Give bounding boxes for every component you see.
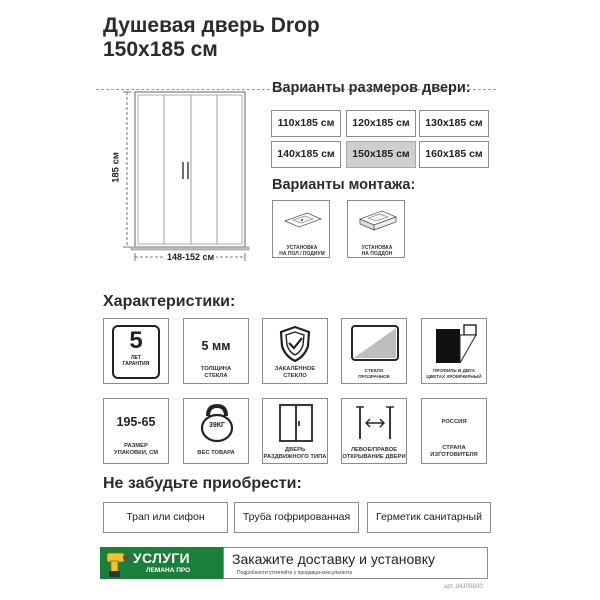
mount-tray-label-1: УСТАНОВКА: [361, 245, 393, 251]
warranty-card: [103, 318, 169, 384]
clear-glass-caption: [341, 368, 407, 379]
country-caption: [421, 445, 487, 459]
services-label: УСЛУГИ: [133, 550, 190, 566]
mounting-heading: Варианты монтажа:: [272, 177, 416, 193]
thickness-caption: [183, 366, 249, 380]
profile-color-caption-1: ПРОФИЛЬ В ДВУХ: [433, 368, 475, 373]
accessory-corrugated-pipe[interactable]: Труба гофрированная: [234, 502, 359, 533]
door-type-caption: [262, 447, 328, 461]
page-title: [103, 14, 320, 62]
clear-glass-caption-2: ПРОЗРАЧНОЕ: [358, 373, 390, 379]
package-size-card: [103, 398, 169, 464]
size-option-140[interactable]: 140х185 см: [271, 141, 341, 168]
sliding-door-icon: [278, 403, 314, 443]
size-option-150-selected[interactable]: 150х185 см: [346, 141, 416, 168]
size-option-130[interactable]: 130х185 см: [419, 110, 489, 137]
brand-label: ЛЕМАНА ПРО: [146, 567, 191, 574]
sizes-heading: Варианты размеров двери:: [272, 80, 471, 96]
warranty-years: 5: [129, 327, 143, 354]
country-card: [421, 398, 487, 464]
warranty-badge: [112, 325, 160, 379]
mount-tray-card[interactable]: [347, 200, 405, 258]
weight-badge: 39КГ: [208, 422, 226, 429]
left-right-opening-icon: [350, 403, 400, 443]
mount-tray-label-2: НА ПОДДОН: [361, 251, 393, 257]
thickness-caption-1: ТОЛЩИНА: [200, 366, 232, 372]
opening-side-caption-2: ОТКРЫВАНИЕ ДВЕРИ: [342, 454, 406, 460]
glass-pane-icon: [350, 324, 400, 362]
services-subtext: Подробности уточняйте у продавца-консультанта: [237, 570, 353, 576]
drill-icon: [104, 549, 130, 579]
door-diagram: [103, 80, 268, 270]
mount-floor-label-2: НА ПОЛ / ПОДИУМ: [279, 251, 325, 257]
profile-color-icon: [430, 323, 480, 363]
door-type-caption-2: РАЗДВИЖНОГО ТИПА: [263, 454, 327, 460]
height-dimension-label: 185 см: [110, 152, 122, 183]
tempered-glass-caption-2: СТЕКЛО: [283, 373, 307, 379]
profile-color-caption: [421, 368, 487, 379]
warranty-label: ГАРАНТИЯ: [122, 361, 150, 367]
thickness-caption-2: СТЕКЛА: [204, 373, 228, 379]
width-dimension-label: 148-152 см: [167, 252, 215, 262]
tempered-glass-card: [262, 318, 328, 384]
mount-floor-label: [273, 245, 331, 257]
mount-floor-label-1: УСТАНОВКА: [286, 245, 318, 251]
mount-tray-label: [348, 245, 406, 257]
door-type-caption-1: ДВЕРЬ: [284, 447, 306, 453]
weight-caption: ВЕС ТОВАРА: [197, 450, 235, 456]
country-value: РОССИЯ: [441, 419, 467, 425]
accessories-heading: Не забудьте приобрести:: [103, 475, 302, 492]
tempered-glass-caption-1: ЗАКАЛЁННОЕ: [274, 366, 316, 372]
shield-check-icon: [275, 324, 315, 364]
size-option-120[interactable]: 120х185 см: [346, 110, 416, 137]
weight-card: [183, 398, 249, 464]
package-size-caption-1: РАЗМЕР: [124, 443, 148, 449]
characteristics-heading: Характеристики:: [103, 293, 236, 310]
package-size-value: 195-65: [116, 415, 156, 429]
size-option-110[interactable]: 110х185 см: [271, 110, 341, 137]
profile-color-card: [421, 318, 487, 384]
mount-floor-card[interactable]: [272, 200, 330, 258]
services-banner-text[interactable]: [223, 547, 488, 579]
warranty-years-unit: ЛЕТ: [131, 355, 141, 361]
door-type-card: [262, 398, 328, 464]
services-banner-badge[interactable]: [100, 547, 223, 579]
title-line-2: 150х185 см: [103, 38, 218, 61]
country-caption-2: ИЗГОТОВИТЕЛЯ: [430, 452, 478, 458]
clear-glass-caption-1: СТЕКЛО: [364, 368, 384, 373]
opening-side-caption: [341, 447, 407, 461]
opening-side-card: [341, 398, 407, 464]
thickness-card: [183, 318, 249, 384]
country-caption-1: СТРАНА: [442, 445, 466, 451]
package-size-caption-2: УПАКОВКИ, СМ: [113, 450, 159, 456]
floor-install-icon: [273, 203, 329, 243]
accessory-drain[interactable]: Трап или сифон: [103, 502, 228, 533]
tray-install-icon: [348, 203, 404, 243]
opening-side-caption-1: ЛЕВОЕ/ПРАВОЕ: [350, 447, 398, 453]
thickness-value: 5 мм: [201, 339, 231, 353]
tempered-glass-caption: [262, 366, 328, 380]
accessory-sealant[interactable]: Герметик санитарный: [367, 502, 491, 533]
door-drawing: [103, 80, 268, 270]
size-option-160[interactable]: 160х185 см: [419, 141, 489, 168]
profile-color-caption-2: ЦВЕТАХ ХРОМ/ЧЕРНЫЙ: [426, 373, 482, 379]
package-size-caption: [103, 443, 169, 457]
title-line-1: Душевая дверь Drop: [103, 14, 320, 37]
clear-glass-card: [341, 318, 407, 384]
article-number: арт. 84109800: [444, 584, 483, 590]
services-headline: Закажите доставку и установку: [232, 551, 436, 567]
